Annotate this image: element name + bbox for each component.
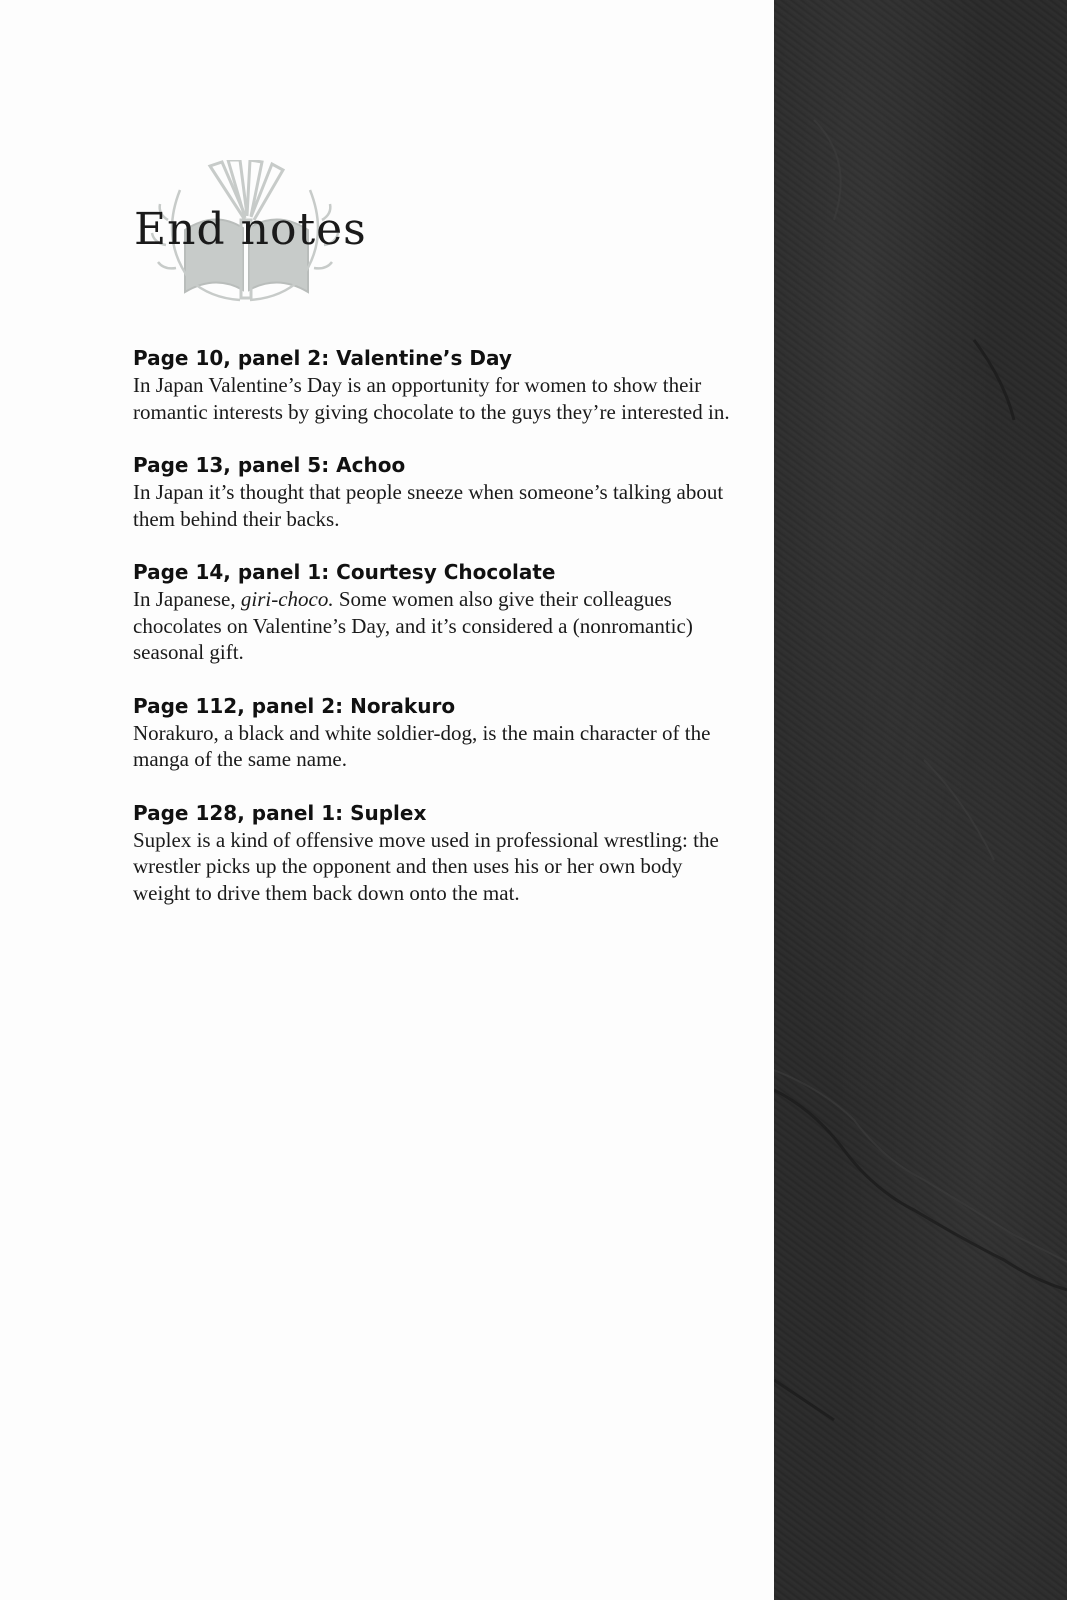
note-body-prefix: In Japanese, (133, 587, 236, 611)
note-heading: Page 14, panel 1: Courtesy Chocolate (133, 560, 556, 584)
stone-texture-panel (774, 0, 1067, 1600)
page-title: End notes (134, 204, 367, 255)
note-heading: Page 128, panel 1: Suplex (133, 800, 427, 825)
note-body (133, 586, 733, 666)
note-body: Norakuro, a black and white soldier-dog, is the main character of the manga of the same name. (133, 720, 711, 771)
note-heading: Page 13, panel 5: Achoo (133, 453, 406, 477)
note-body: Suplex is a kind of offensive move used in professional wrestling: the wrestler picks up the opponent and then uses his or her own body weight to drive them back down onto the mat. (133, 827, 719, 905)
note-body: In Japan Valentine’s Day is an opportunity for women to show their romantic interests by giving chocolate to the guys they’re interested in. (133, 373, 730, 424)
note-heading: Page 112, panel 2: Norakuro (133, 693, 456, 718)
note-item (133, 451, 733, 532)
note-item (133, 799, 733, 907)
note-item (133, 558, 733, 666)
title-block (130, 160, 450, 310)
note-item (133, 692, 733, 773)
note-heading: Page 10, panel 2: Valentine’s Day (133, 346, 512, 370)
stone-crack-texture (774, 0, 1067, 1600)
note-item (133, 344, 733, 425)
notes-list (133, 344, 733, 932)
note-body-italic-term: giri-choco. (240, 587, 334, 611)
note-body-suffix: Some women also give their colleagues chocolates on Valentine’s Day, and it’s considered a (nonromantic) seasonal gift. (133, 587, 693, 664)
note-body: In Japan it’s thought that people sneeze when someone’s talking about them behind their backs. (133, 480, 724, 531)
